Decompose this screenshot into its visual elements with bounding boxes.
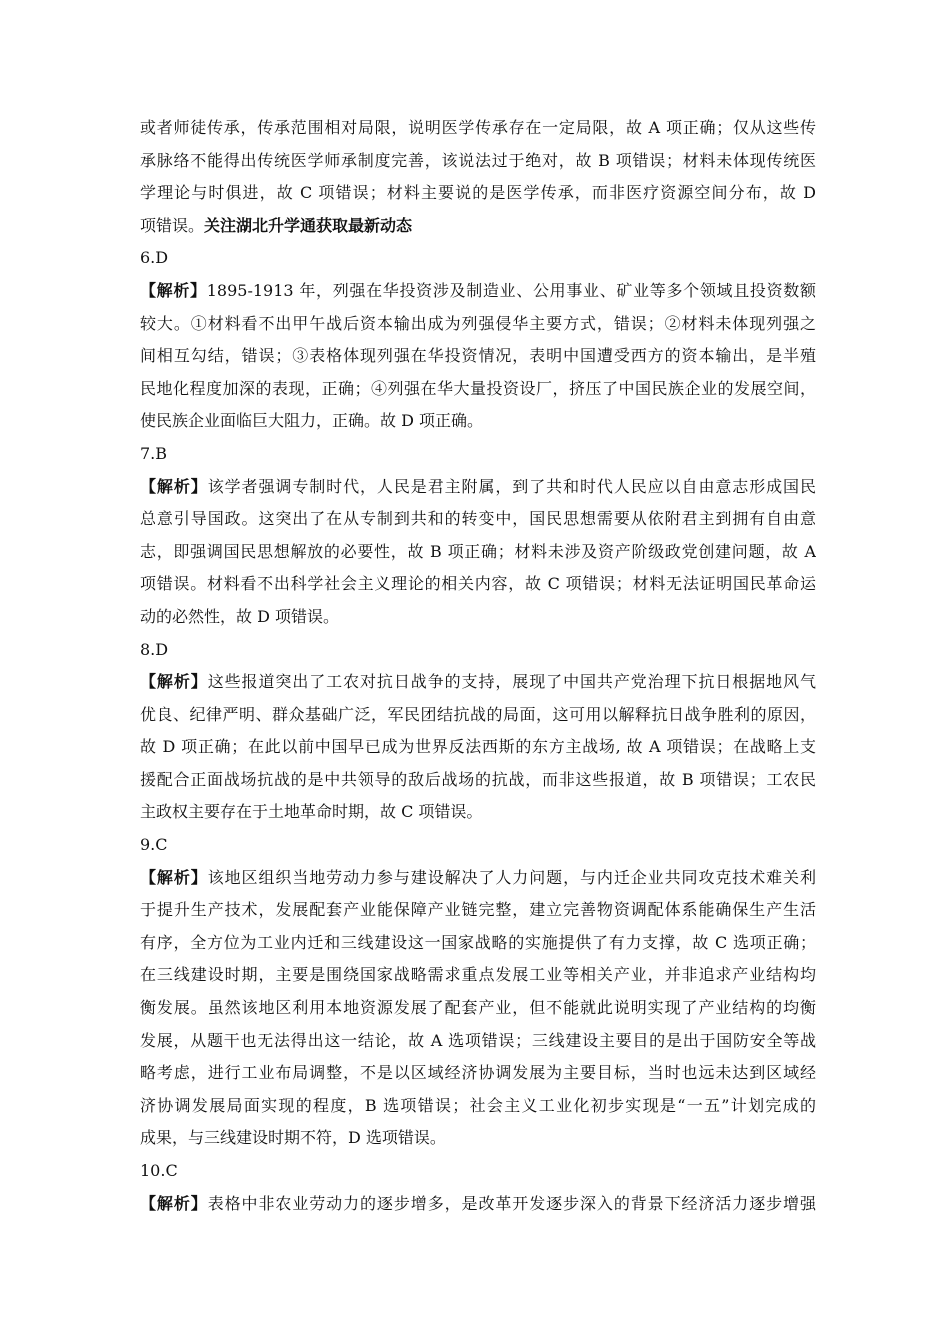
text-line: 学理论与时俱进，故 C 项错误；材料主要说的是医学传承，而非医疗资源空间分布，故 D (140, 183, 816, 203)
analysis-tag: 【解析】 (140, 280, 207, 300)
text-fragment: 这些报道突出了工农对抗日战争的支持，展现了中国共产党治理下抗日根据地风气 (207, 672, 816, 692)
text-line: 志，即强调国民思想解放的必要性，故 B 项正确；材料未涉及资产阶级政党创建问题，故 A (140, 541, 816, 561)
text-line: 有序，全方位为工业内迁和三线建设这一国家战略的实施提供了有力支撑，故 C 选项正确； (140, 932, 816, 952)
text-line: 动的必然性，故 D 项错误。 (140, 606, 340, 626)
text-line (140, 210, 816, 243)
question-7 (140, 438, 816, 634)
text-line: 较大。①材料看不出甲午战后资本输出成为列强侵华主要方式，错误；②材料未体现列强之 (140, 313, 816, 333)
question-8 (140, 634, 816, 830)
question-6 (140, 242, 816, 438)
text-line: 衡发展。虽然该地区利用本地资源发展了配套产业，但不能就此说明实现了产业结构的均衡 (140, 998, 816, 1018)
text-line (140, 666, 816, 699)
text-line: 在三线建设时期，主要是围绕国家战略需求重点发展工业等相关产业，并非追求产业结构均 (140, 965, 816, 985)
text-line (140, 862, 816, 895)
text-line: 略考虑，进行工业布局调整，不是以区域经济协调发展为主要目标，当时也远未达到区域经 (140, 1063, 816, 1083)
answer-label: 6.D (140, 248, 169, 268)
answer-label: 10.C (140, 1161, 178, 1180)
question-10 (140, 1155, 816, 1220)
text-line: 成果，与三线建设时期不符，D 选项错误。 (140, 1128, 446, 1148)
text-line: 间相互勾结，错误；③表格体现列强在华投资情况，表明中国遭受西方的资本输出，是半殖 (140, 346, 816, 366)
text-fragment: 表格中非农业劳动力的逐步增多，是改革开发逐步深入的背景下经济活力逐步增强 (207, 1193, 816, 1213)
answer-label: 9.C (140, 835, 168, 855)
text-line: 优良、纪律严明、群众基础广泛，军民团结抗战的局面，这可用以解释抗日战争胜利的原因， (140, 704, 816, 724)
text-line: 使民族企业面临巨大阻力，正确。故 D 项正确。 (140, 411, 484, 431)
explanation-5-continued (140, 112, 816, 242)
text-fragment: 该学者强调专制时代，人民是君主附属，到了共和时代人民应以自由意志形成国民 (207, 476, 816, 496)
answer-label: 7.B (140, 443, 168, 463)
text-fragment: 1895-1913 年，列强在华投资涉及制造业、公用事业、矿业等多个领域且投资数额 (206, 280, 816, 300)
text-line: 济协调发展局面实现的程度，B 选项错误；社会主义工业化初步实现是“一五”计划完成的 (140, 1095, 816, 1115)
text-line: 援配合正面战场抗战的是中共领导的敌后战场的抗战，而非这些报道，故 B 项错误；工农民 (140, 769, 816, 789)
text-line: 故 D 项正确；在此以前中国早已成为世界反法西斯的东方主战场, 故 A 项错误；在战略上支 (140, 737, 816, 757)
promo-note: 关注湖北升学通获取最新动态 (204, 215, 413, 235)
text-fragment: 该地区组织当地劳动力参与建设解决了人力问题，与内迁企业共同攻克技术难关利 (207, 867, 816, 887)
text-line: 承脉络不能得出传统医学师承制度完善，该说法过于绝对，故 B 项错误；材料未体现传统医 (140, 150, 816, 170)
text-line (140, 471, 816, 504)
analysis-tag: 【解析】 (140, 867, 208, 887)
analysis-tag: 【解析】 (140, 1193, 208, 1213)
text-line: 于提升生产技术，发展配套产业能保障产业链完整，建立完善物资调配体系能确保生产生活 (140, 900, 816, 920)
text-fragment: 项错误。 (140, 215, 205, 235)
text-line: 发展，从题干也无法得出这一结论，故 A 选项错误；三线建设主要目的是出于国防安全等战 (140, 1030, 816, 1050)
text-line: 总意引导国政。这突出了在从专制到共和的转变中，国民思想需要从依附君主到拥有自由意 (140, 509, 816, 529)
analysis-tag: 【解析】 (140, 672, 208, 692)
text-line: 民地化程度加深的表现，正确；④列强在华大量投资设厂，挤压了中国民族企业的发展空间， (140, 378, 816, 398)
text-line: 项错误。材料看不出科学社会主义理论的相关内容，故 C 项错误；材料无法证明国民革命运 (140, 574, 816, 594)
text-line (140, 275, 816, 308)
text-line: 主政权主要存在于土地革命时期，故 C 项错误。 (140, 802, 483, 822)
text-line (140, 1188, 816, 1221)
analysis-tag: 【解析】 (140, 476, 208, 496)
question-9 (140, 829, 816, 1155)
text-line: 或者师徒传承，传承范围相对局限，说明医学传承存在一定局限，故 A 项正确；仅从这些传 (140, 118, 816, 137)
answer-label: 8.D (140, 639, 169, 659)
